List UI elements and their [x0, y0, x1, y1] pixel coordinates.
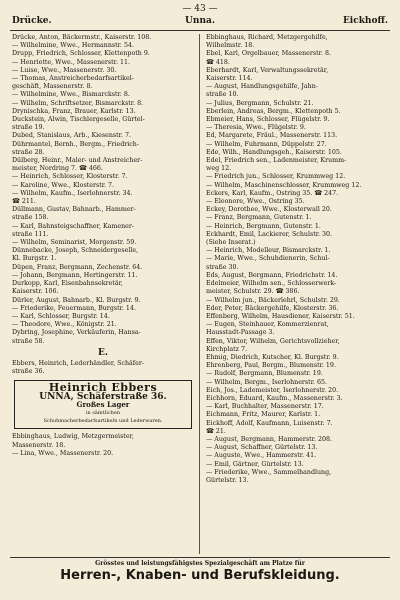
directory-entry: — Heinrich, Bergmann, Gutenstr. 1. [206, 222, 321, 230]
directory-entry: Gürtelstr. 13. [206, 476, 249, 484]
directory-entry: Edel, Friedrich sen., Ladenmeister, Krumm- [206, 157, 347, 165]
directory-entry: Dybring, Josephine, Verkäuferin, Hansa- [12, 329, 141, 337]
ad-name: Heinrich Ebbers [48, 381, 158, 395]
directory-entry: — Wilhelmine, Wwe., Hermannstr. 54. [12, 42, 135, 50]
footer-headline: Herren-, Knaben- und Berufskleidung. [60, 568, 340, 583]
directory-entry: Drynischka, Franz, Brauer, Karlstr. 13. [12, 107, 136, 115]
directory-entry: Dürler, August, Bahnarb., Kl. Burgstr. 9. [12, 296, 141, 304]
directory-entry: Ebbers, Heinrich, Lederhändler, Schäfer- [12, 359, 145, 367]
directory-entry: — Luise, Wwe., Massenerstr. 30. [12, 66, 117, 74]
left-entries-b [12, 360, 194, 376]
directory-entry: — Rudolf, Bergmann, Blumenstr. 19. [206, 370, 323, 378]
directory-entry: Ehmig, Diedrich, Kutscher, Kl. Burgstr. 9. [206, 353, 339, 361]
directory-entry: Dülberg, Heinr., Maler- und Anstreicher- [12, 157, 143, 165]
directory-entry: straße 10. [206, 91, 239, 99]
running-head-right: Eickhoff. [342, 16, 388, 26]
directory-entry: Eichhorn, Eduard, Kaufm., Massenerstr. 3. [206, 394, 343, 402]
directory-entry: Massenerstr. 18. [12, 441, 66, 449]
directory-entry: — Julius, Bergmann, Schulstr. 21. [206, 99, 314, 107]
directory-entry: straße 111. [12, 230, 49, 238]
running-head-left: Drücke. [12, 16, 52, 26]
directory-entry: Ed, Margarete, Fräul., Massenerstr. 113. [206, 132, 338, 140]
directory-entry: Eds, August, Bergmann, Friedrichstr. 14. [206, 271, 338, 279]
running-head-center: Unna. [185, 16, 215, 26]
running-head [12, 16, 388, 30]
directory-entry: straße 158. [12, 214, 49, 222]
directory-entry: straße 28. [12, 148, 45, 156]
directory-entry: Kaiserstr. 114. [206, 75, 253, 83]
directory-entry: — August, Bergmann, Hammerstr. 208. [206, 435, 333, 443]
page-number: — 43 — [182, 4, 218, 14]
directory-entry: straße 36. [12, 368, 45, 376]
directory-entry: — Wilhelm, Kaufm., Iserlohnerstr. 34. [12, 189, 133, 197]
directory-entry: — August, Schaffner, Gürtelstr. 13. [206, 444, 318, 452]
right-entries [206, 34, 388, 485]
directory-entry: Duckstein, Alwin, Tischlergeselle, Gürtel- [12, 116, 145, 124]
directory-entry: ☎ 211. [12, 198, 36, 206]
directory-entry: geschäft, Massenerstr. 8. [12, 83, 93, 91]
directory-entry: Dubed, Stanislaus, Arb., Kiesenstr. 7. [12, 132, 131, 140]
directory-entry: — Wilhelm, Maschinenschlosser, Krummweg 12. [206, 181, 362, 189]
directory-entry: meister, Schulstr. 29. ☎ 386. [206, 288, 300, 296]
directory-entry: Effenberg, Wilhelm, Hausdiener, Kaiserstr. 51. [206, 312, 355, 320]
directory-entry: — Karl, Buchhalter, Massenerstr. 17. [206, 403, 324, 411]
directory-entry: — Karl, Bahnsteigschaffner, Kamener- [12, 222, 135, 230]
directory-entry: Dührmantel, Bernh., Bergm., Friedrich- [12, 140, 139, 148]
ebbers-advertisement [14, 380, 192, 429]
directory-entry: Eckhardt, Emil, Lackierer, Schulstr. 30. [206, 230, 333, 238]
directory-entry: — Wilhelmine, Wwe., Bismarckstr. 8. [12, 91, 130, 99]
directory-entry: — Wilhelm, Fuhrmann, Düppelstr. 27. [206, 140, 327, 148]
ad-line1: Großes Lager [76, 399, 130, 409]
directory-entry: Eichmann, Fritz, Maurer, Karlstr. 1. [206, 411, 321, 419]
directory-entry: Eckey, Dorothee, Wwe., Klosterwall 20. [206, 206, 332, 214]
directory-entry: — Theodore, Wwe., Königstr. 21. [12, 321, 117, 329]
directory-entry: — Friederike, Feuermann, Burgstr. 14. [12, 304, 136, 312]
directory-entry: Eberlein, Andreas, Bergm., Klettenpoth 5. [206, 107, 341, 115]
directory-entry: Kaiserstr. 106. [12, 288, 59, 296]
directory-entry: — Marie, Wwe., Schuhdienerin, Schul- [206, 255, 330, 263]
directory-entry: ☎ 418. [206, 58, 230, 66]
directory-entry: — Wilhelm, Schriftsetzer, Bismarckstr. 8. [12, 99, 144, 107]
ad-line3: Schuhmacherbedarfsartikeln und Lederwaren. [43, 418, 163, 425]
directory-entry: Effen, Viktor, Wilhelm, Gerichtsvollzieher, [206, 337, 340, 345]
directory-entry: — Karl, Schlosser, Burgstr. 14. [12, 312, 110, 320]
footer-advertisement [10, 557, 390, 583]
directory-entry: ☎ 21. [206, 427, 226, 435]
left-entries-a [12, 34, 194, 346]
directory-entry: — Wilhelm, Seminarist, Morgenstr. 59. [12, 239, 137, 247]
directory-entry: — Thomas, Anstreicherbedarfsartikel- [12, 75, 134, 83]
directory-entry: — Heinrich, Schlosser, Klosterstr. 7. [12, 173, 128, 181]
directory-entry: — Henriette, Wwe., Massenerstr. 11. [12, 58, 130, 66]
footer-tagline: Grösstes und leistungsfähigstes Spezialgeschäft am Platze für [95, 560, 305, 567]
directory-entry: Hausstadt-Passage 3. [206, 329, 275, 337]
directory-entry: Ehrenberg, Paul, Bergm., Blumenstr. 19. [206, 362, 336, 370]
directory-entry: — Franz, Bergmann, Gutenstr. 1. [206, 214, 312, 222]
column-divider [199, 34, 200, 554]
directory-entry: — Auguste, Wwe., Hammerstr. 41. [206, 452, 317, 460]
directory-entry: Eich, Jos., Lademeister, Iserlohnerstr. 20. [206, 386, 339, 394]
directory-entry: straße 19. [12, 124, 45, 132]
directory-entry: — Karoline, Wwe., Klosterstr. 7. [12, 181, 115, 189]
ad-address: UNNA, Schäferstraße 36. [39, 391, 167, 402]
directory-entry: Düpen, Franz, Bergmann, Zechenstr. 64. [12, 263, 143, 271]
directory-entry: — Friederike, Wwe., Sammelhandlung, [206, 468, 332, 476]
directory-entry: — Eugen, Steinhauer, Kommerzienrat, [206, 321, 329, 329]
directory-entry: Wilhelmstr. 18. [206, 42, 255, 50]
directory-entry: Drücke, Anton, Bäckermstr., Kaiserstr. 108. [12, 34, 152, 41]
directory-entry: straße 58. [12, 337, 45, 345]
directory-entry: straße 30. [206, 263, 239, 271]
directory-entry: — Theresia, Wwe., Flügelstr. 9. [206, 124, 306, 132]
directory-entry: Eder, Peter, Bäckergehilfe, Klosterstr. 36. [206, 304, 339, 312]
directory-entry: (Siehe Inserat.) [206, 239, 256, 247]
directory-entry: Drupp, Friedrich, Schlosser, Klettenpoth 9. [12, 50, 150, 58]
right-column [206, 34, 388, 485]
directory-entry: — Eleonore, Wwe., Ostring 35. [206, 198, 305, 206]
directory-entry: Ebbinghaus, Ludwig, Metzgermeister, [12, 433, 134, 441]
directory-entry: Eberhardt, Karl, Verwaltungssekretär, [206, 66, 329, 74]
directory-entry: Eckers, Karl, Kaufm., Ostring 35. ☎ 247. [206, 189, 339, 197]
left-column [12, 34, 194, 458]
directory-entry: Eickhoff, Adolf, Kaufmann, Luisenstr. 7. [206, 419, 333, 427]
ad-line2: in sämtlichen [85, 409, 121, 416]
directory-entry: Ebmeier, Hans, Schlosser, Flügelstr. 9. [206, 116, 330, 124]
directory-entry: Kl. Burgstr. 1. [12, 255, 57, 263]
directory-entry: meister, Nordring 7. ☎ 466. [12, 165, 103, 173]
directory-entry: — Wilhelm jun., Bäckerlehrl, Schulstr. 29. [206, 296, 340, 304]
directory-entry: — August, Handlungsgehilfe, Jahn- [206, 83, 318, 91]
section-letter: E. [98, 347, 108, 358]
directory-entry: weg 12. [206, 165, 232, 173]
directory-entry: Kirchplatz 7. [206, 345, 247, 353]
directory-entry: — Wilhelm, Bergm., Iserlohnerstr. 65. [206, 378, 328, 386]
directory-entry: — Heinrich, Modelleur, Bismarckstr. 1. [206, 247, 331, 255]
directory-entry: Edelmeier, Wilhelm sen., Schlosserwerk- [206, 280, 337, 288]
directory-entry: Ebbinghaus, Richard, Metzgergehilfe, [206, 34, 328, 41]
directory-entry: Dünnebacke, Joseph, Schneidergeselle, [12, 247, 139, 255]
left-entries-c [12, 433, 194, 458]
directory-entry: Ebel, Karl, Orgelbauer, Massenerstr. 8. [206, 50, 331, 58]
directory-entry: — Johann, Bergmann, Hertingerstr. 11. [12, 271, 138, 279]
directory-entry: Düllmann, Gustav, Bahnarb., Hammer- [12, 206, 136, 214]
directory-entry: — Lina, Wwe., Massenerstr. 20. [12, 449, 114, 457]
directory-entry: — Emil, Gärtner, Gürtelstr. 13. [206, 460, 304, 468]
directory-entry: Durkopp, Karl, Eisenbahnsekretär, [12, 280, 123, 288]
directory-entry: Ede, Wilh., Handlungsgeh., Kaiserstr. 105. [206, 148, 342, 156]
header-rule [10, 30, 390, 31]
directory-entry: — Friedrich jun., Schlosser, Krummweg 12. [206, 173, 346, 181]
